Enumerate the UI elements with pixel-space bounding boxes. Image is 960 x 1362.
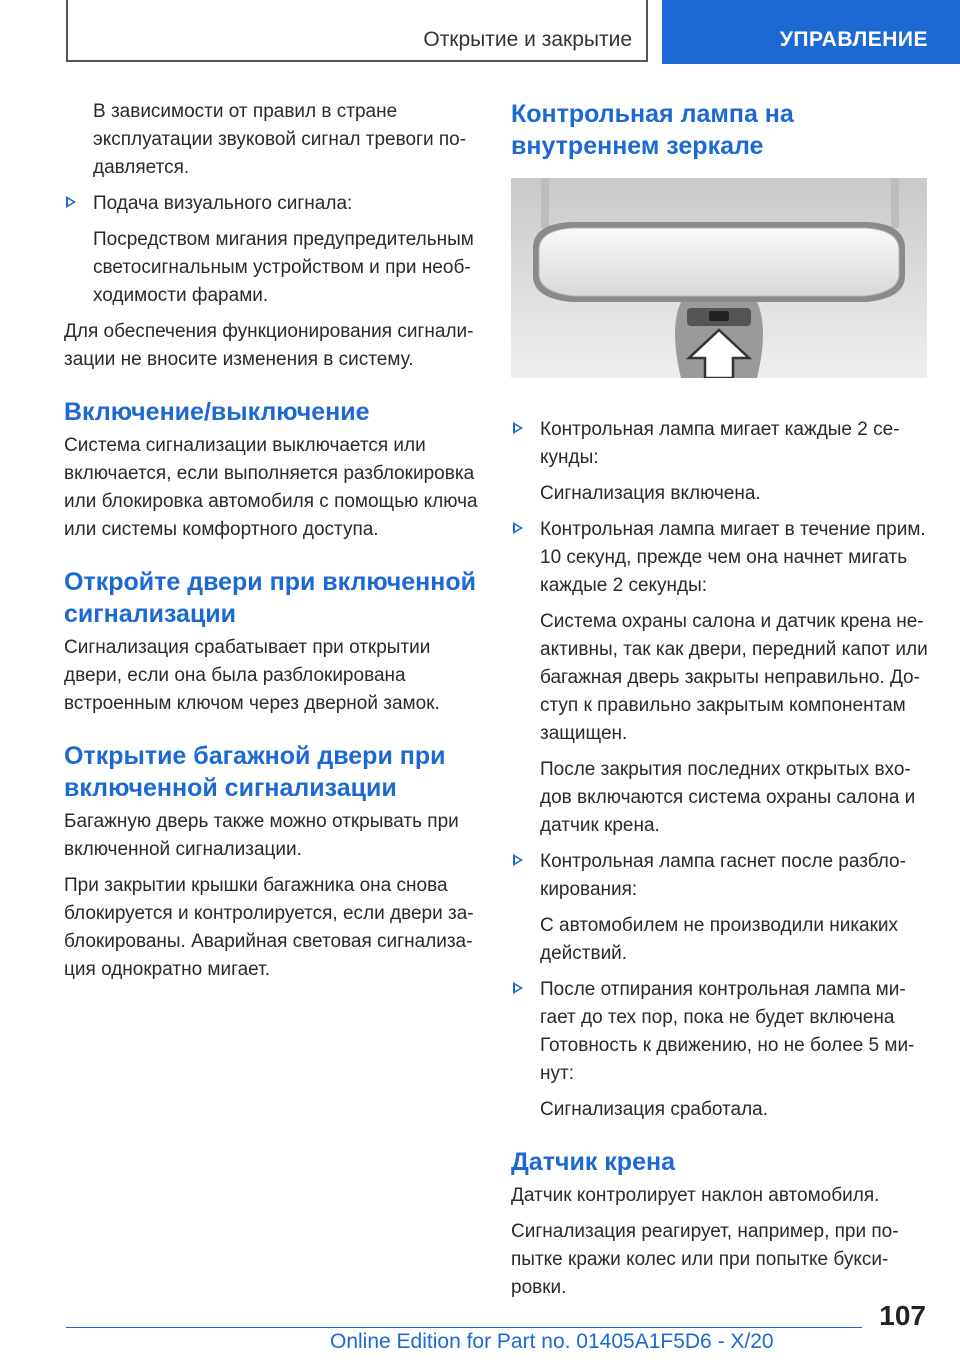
paragraph-open-doors: Сигнализация срабатывает при открытии двери, если она была разблокирована встроенным ключом через дверной замок. (64, 637, 440, 714)
triangle-bullet-icon (513, 422, 523, 434)
header-chapter-title: УПРАВЛЕНИЕ (779, 28, 928, 51)
bullet-subtext: После закрытия последних открытых вхо-дов включаются система охраны салона и датчик крена. (540, 759, 916, 836)
bullet-text: Контрольная лампа гаснет после разбло-кирования: (540, 851, 906, 900)
heading-open-tailgate: Открытие багажной двери при включенной сигнализации (64, 742, 446, 802)
bullet-lamp-every-2s (511, 416, 929, 472)
bullet-visual-signal (64, 190, 480, 218)
bullet-lamp-off (511, 848, 929, 904)
paragraph-hazard-lights: Посредством мигания предупредительным светосигнальным устройством и при необ-ходимости фарами. (93, 229, 474, 306)
bullet-text: Контрольная лампа мигает каждые 2 се-кунды: (540, 419, 900, 468)
bullet-lamp-after-unlock (511, 976, 929, 1088)
heading-on-off: Включение/выключение (64, 398, 370, 426)
header-section-title: Открытие и закрытие (423, 28, 632, 51)
paragraph-tilt-2: Сигнализация реагирует, например, при по-пытке кражи колес или при попытке букси-ровки. (511, 1221, 899, 1298)
paragraph-on-off: Система сигнализации выключается или включается, если выполняется разблокировка или блокировка автомобиля с помощью ключа или системы комфортного доступа. (64, 435, 478, 540)
right-column (511, 98, 929, 1310)
triangle-bullet-icon (513, 522, 523, 534)
mirror-illustration (511, 178, 927, 378)
left-column (64, 98, 480, 992)
bullet-lamp-10s (511, 516, 929, 600)
heading-indicator-lamp: Контрольная лампа на внутреннем зеркале (511, 100, 794, 160)
page-number: 107 (879, 1300, 926, 1331)
rearview-mirror-icon (511, 178, 927, 378)
paragraph-tailgate-2: При закрытии крышки багажника она снова блокируется и контролируется, если двери за-блокированы. Аварийная световая сигнализа-ция однократно мигает. (64, 875, 474, 980)
paragraph-tailgate-1: Багажную дверь также можно открывать при включенной сигнализации. (64, 811, 459, 860)
edition-footer: Online Edition for Part no. 01405A1F5D6 - X/20 (330, 1330, 774, 1353)
heading-tilt-sensor: Датчик крена (511, 1148, 675, 1176)
header-section-box (66, 0, 648, 62)
bullet-subtext: Система охраны салона и датчик крена не-активны, так как двери, передний капот или багажная дверь закрыты неправильно. До-ступ к правильно закрытым компонентам защищен. (540, 611, 928, 744)
triangle-bullet-icon (513, 982, 523, 994)
bullet-subtext: Сигнализация сработала. (540, 1099, 769, 1120)
paragraph-alarm-suppressed: В зависимости от правил в стране эксплуатации звуковой сигнал тревоги по-давляется. (93, 101, 467, 178)
footer-divider (66, 1327, 862, 1328)
bullet-text: Контрольная лампа мигает в течение прим. 10 секунд, прежде чем она начнет мигать каждые 2 секунды: (540, 519, 926, 596)
bullet-subtext: Сигнализация включена. (540, 483, 761, 504)
paragraph-tilt-1: Датчик контролирует наклон автомобиля. (511, 1185, 880, 1206)
header-chapter-tab (662, 0, 960, 64)
triangle-bullet-icon (66, 196, 76, 208)
bullet-text: Подача визуального сигнала: (93, 193, 353, 214)
triangle-bullet-icon (513, 854, 523, 866)
bullet-text: После отпирания контрольная лампа ми-гает до тех пор, пока не будет включена Готовность к движению, но не более 5 ми-нут: (540, 979, 915, 1084)
bullet-subtext: С автомобилем не производили никаких действий. (540, 915, 899, 964)
heading-open-doors: Откройте двери при включенной сигнализации (64, 568, 477, 628)
paragraph-no-modification: Для обеспечения функционирования сигнали-зации не вносите изменения в систему. (64, 321, 474, 370)
